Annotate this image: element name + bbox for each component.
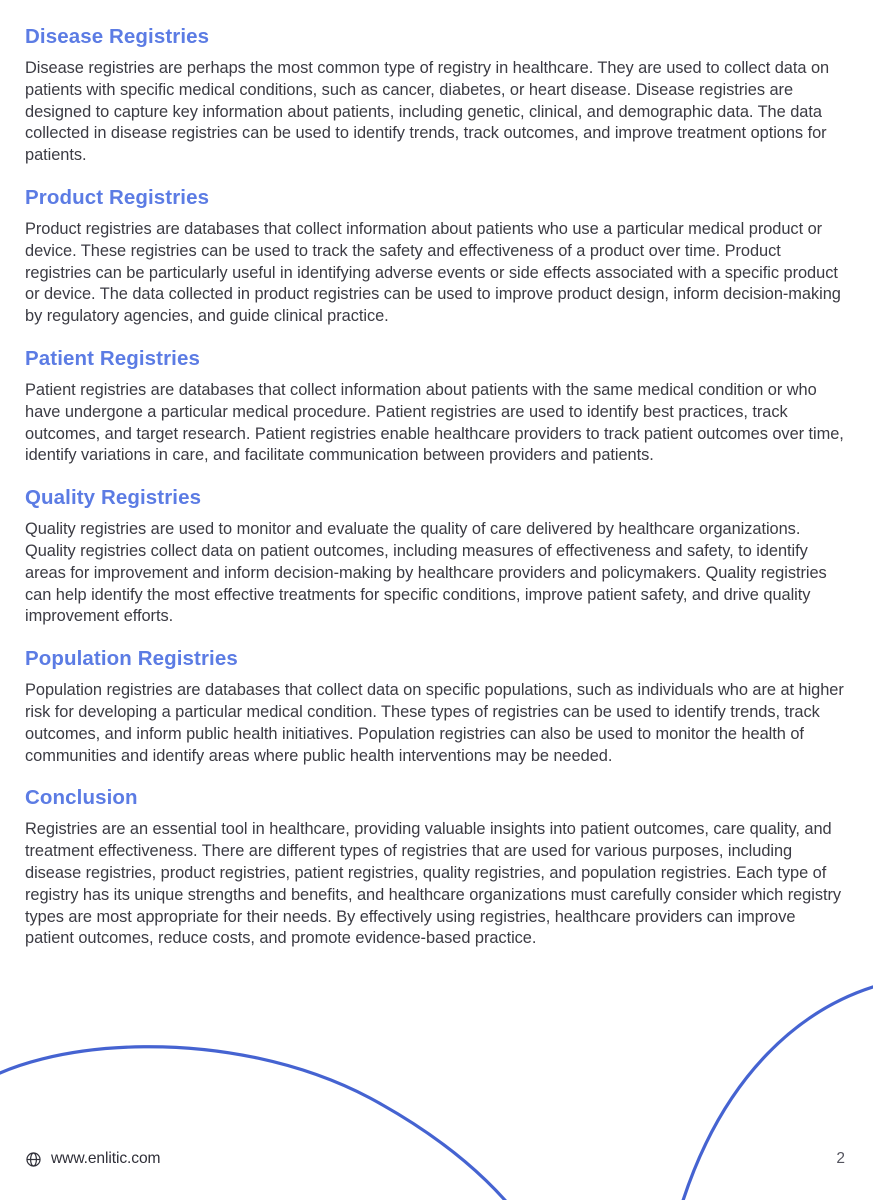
footer-website[interactable]	[25, 1151, 160, 1168]
heading-conclusion: Conclusion	[25, 786, 138, 810]
heading-patient-registries: Patient Registries	[25, 346, 200, 370]
section-quality-registries	[25, 485, 848, 628]
section-population-registries	[25, 646, 848, 767]
page-number: 2	[836, 1150, 845, 1168]
paragraph-patient-registries: Patient registries are databases that collect information about patients with the same medical condition or who have undergone a particular medical procedure. Patient registries are used to identify best practices, track outcomes, and target research. Patient registries enable healthcare providers to track patient outcomes over time, identify variations in care, and facilitate communication between providers and patients.	[25, 380, 844, 465]
heading-disease-registries: Disease Registries	[25, 25, 210, 48]
paragraph-quality-registries: Quality registries are used to monitor and evaluate the quality of care delivered by healthcare organizations. Quality registries collect data on patient outcomes, including measures of effectiveness and safety, to identify areas for improvement and inform decision-making by healthcare providers and policymakers. Quality registries can help identify the most effective treatments for specific conditions, improve patient safety, and drive quality improvement efforts.	[25, 520, 827, 626]
footer-url-text: www.enlitic.com	[51, 1150, 161, 1168]
paragraph-disease-registries: Disease registries are perhaps the most common type of registry in healthcare. They are used to collect data on patients with specific medical conditions, such as cancer, diabetes, or heart disease. Disease registries are designed to capture key information about patients, including genetic, clinical, and demographic data. The data collected in disease registries can be used to identify trends, track outcomes, and improve treatment options for patients.	[25, 59, 830, 165]
paragraph-product-registries: Product registries are databases that collect information about patients who use a particular medical product or device. These registries can be used to track the safety and effectiveness of a product over time. Product registries can be particularly useful in identifying adverse events or side effects associated with a specific product or device. The data collected in product registries can be used to improve product design, inform decision-making by regulatory agencies, and guide clinical practice.	[25, 219, 841, 326]
section-patient-registries	[25, 346, 848, 467]
heading-quality-registries: Quality Registries	[25, 486, 202, 510]
paragraph-population-registries: Population registries are databases that collect data on specific populations, such as individuals who are at higher risk for developing a particular medical condition. These types of registries can be used to identify trends, track outcomes, and inform public health initiatives. Population registries can also be used to monitor the health of communities and identify areas where public health interventions may be needed.	[25, 681, 844, 765]
section-conclusion	[25, 785, 848, 950]
heading-population-registries: Population Registries	[25, 647, 238, 671]
heading-product-registries: Product Registries	[25, 185, 210, 209]
globe-icon	[25, 1151, 42, 1168]
section-product-registries	[25, 185, 848, 328]
section-disease-registries	[25, 24, 848, 167]
paragraph-conclusion: Registries are an essential tool in healthcare, providing valuable insights into patient outcomes, care quality, and treatment effectiveness. There are different types of registries that are used for various purposes, including disease registries, product registries, patient registries, quality registries, and population registries. Each type of registry has its unique strengths and benefits, and healthcare organizations must carefully consider which registry types are most appropriate for their needs. By effectively using registries, healthcare providers can improve patient outcomes, reduce costs, and promote evidence-based practice.	[25, 820, 842, 948]
page-footer	[0, 1136, 873, 1200]
